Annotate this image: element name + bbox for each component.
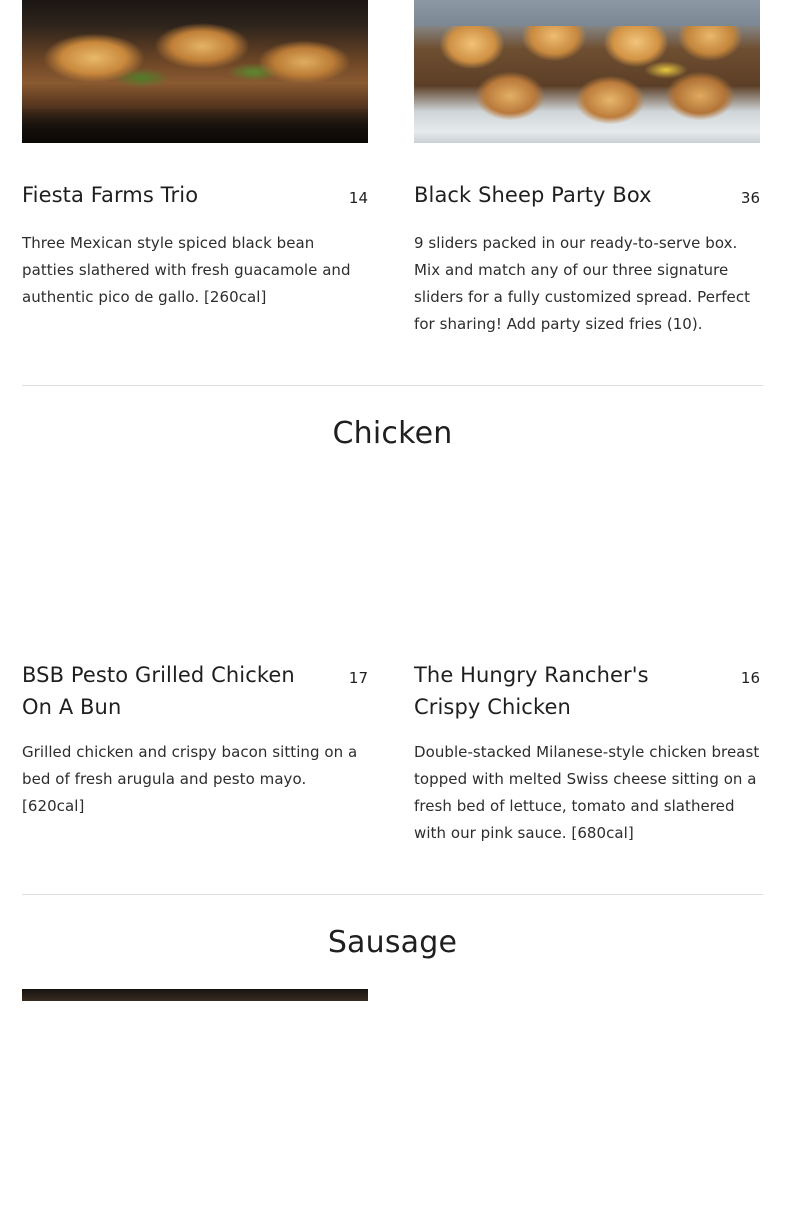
menu-item[interactable] xyxy=(22,480,368,847)
item-price: 14 xyxy=(348,189,368,207)
menu-item[interactable] xyxy=(414,480,760,847)
item-name: BSB Pesto Grilled Chicken On A Bun xyxy=(22,663,295,719)
item-description: 9 sliders packed in our ready-to-serve box. Mix and match any of our three signature sliders for a fully customized spread. Perfect for sharing! Add party sized fries (10). xyxy=(414,234,751,333)
item-photo xyxy=(22,989,368,1001)
item-header xyxy=(414,179,760,214)
item-photo xyxy=(414,0,760,143)
item-photo xyxy=(414,480,760,623)
menu-section-sliders-continued xyxy=(22,0,763,338)
section-title-sausage: Sausage xyxy=(327,925,458,960)
menu-item[interactable] xyxy=(22,989,368,1001)
item-price: 16 xyxy=(740,669,760,687)
item-name: Black Sheep Party Box xyxy=(414,183,652,207)
menu-section-sausage xyxy=(22,989,763,1001)
item-name: The Hungry Rancher's Crispy Chicken xyxy=(414,663,649,719)
item-photo xyxy=(22,480,368,623)
section-divider xyxy=(22,385,763,386)
item-description: Double-stacked Milanese-style chicken breast topped with melted Swiss cheese sitting on a fresh bed of lettuce, tomato and slathered with our pink sauce. [680cal] xyxy=(414,743,760,842)
section-divider xyxy=(22,894,763,895)
item-price: 17 xyxy=(348,669,368,687)
item-header xyxy=(414,659,760,723)
item-description: Grilled chicken and crispy bacon sitting on a bed of fresh arugula and pesto mayo. [620cal] xyxy=(22,743,358,815)
section-title-chicken: Chicken xyxy=(332,416,453,451)
menu-item[interactable] xyxy=(22,0,368,338)
item-header xyxy=(22,179,368,214)
item-description: Three Mexican style spiced black bean patties slathered with fresh guacamole and authentic pico de gallo. [260cal] xyxy=(22,234,351,306)
item-price: 36 xyxy=(740,189,760,207)
menu-item[interactable] xyxy=(414,0,760,338)
item-photo xyxy=(22,0,368,143)
item-name: Fiesta Farms Trio xyxy=(22,183,199,207)
item-header xyxy=(22,659,368,723)
menu-section-chicken xyxy=(22,480,763,847)
